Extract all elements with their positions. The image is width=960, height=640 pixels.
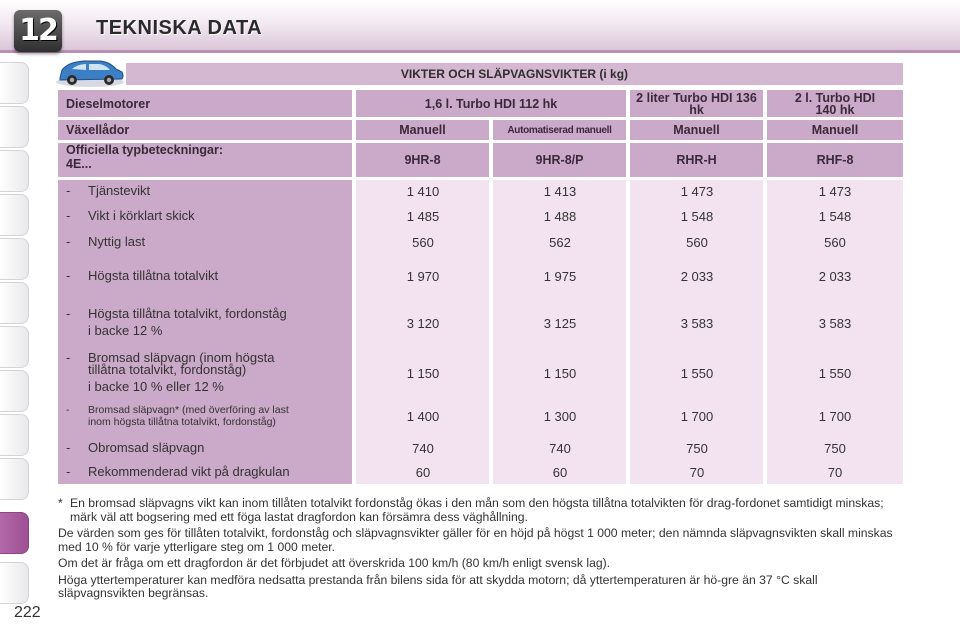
type-label-line1: Officiella typbeteckningar: [66, 143, 223, 157]
table-cell: 1 485 [406, 209, 440, 224]
row-dash: - [66, 350, 71, 365]
table-cell: 560 [824, 235, 846, 250]
table-cell: 560 [412, 235, 434, 250]
chapter-tab[interactable] [0, 282, 29, 324]
row-dash: - [66, 464, 71, 479]
table-cell: 1 548 [818, 209, 852, 224]
gearbox-label: Växellådor [58, 120, 352, 140]
table-cell: 1 548 [680, 209, 714, 224]
page-title: TEKNISKA DATA [96, 17, 263, 39]
table-cell: 3 583 [818, 316, 852, 331]
row-dash: - [66, 208, 71, 223]
row-label-text: Obromsad släpvagn [88, 440, 205, 455]
gearbox-c2: Automatiserad manuell [493, 120, 626, 140]
table-cell: 1 488 [543, 209, 577, 224]
table-cell: 1 473 [680, 184, 714, 199]
table-cell: 70 [827, 465, 843, 480]
engine-col2: 2 liter Turbo HDI 136 hk [630, 90, 763, 117]
type-c1: 9HR-8 [356, 143, 489, 177]
table-cell: 2 033 [680, 269, 714, 284]
row-label-text: Nyttig last [88, 234, 146, 249]
table-cell: 1 970 [406, 269, 440, 284]
chapter-tab[interactable] [0, 326, 29, 368]
row-dash: - [66, 440, 71, 455]
engine-col3: 2 l. Turbo HDI 140 hk [767, 90, 903, 117]
table-cell: 70 [689, 465, 705, 480]
chapter-tab[interactable] [0, 458, 29, 500]
engine-label: Dieselmotorer [58, 90, 352, 117]
chapter-tab[interactable] [0, 150, 29, 192]
chapter-tab-active[interactable] [0, 512, 29, 554]
car-icon [54, 56, 126, 88]
type-c2: 9HR-8/P [493, 143, 626, 177]
table-cell: 1 975 [543, 269, 577, 284]
header-divider [0, 50, 960, 53]
page-number: 222 [14, 604, 41, 621]
table-cell: 1 150 [406, 366, 440, 381]
row-dash: - [66, 183, 71, 198]
note-paragraph: Höga yttertemperaturer kan medföra nedsatta prestanda från bilens sida för att skydda motorn; då yttertemperaturen är hö-gre än 37 °C skall släpvagnsvikten begränsas. [58, 572, 818, 600]
table-cell: 562 [549, 235, 571, 250]
row-label-text: tillåtna totalvikt, fordonståg) [88, 362, 247, 377]
row-dash: - [66, 268, 71, 283]
table-cell: 1 400 [406, 409, 440, 424]
type-c3: RHR-H [630, 143, 763, 177]
chapter-tab[interactable] [0, 194, 29, 236]
table-cell: 60 [552, 465, 568, 480]
chapter-tab[interactable] [0, 238, 29, 280]
table-cell: 1 413 [543, 184, 577, 199]
value-column [356, 180, 489, 484]
table-title: VIKTER OCH SLÄPVAGNSVIKTER (i kg) [126, 63, 903, 85]
chapter-tab[interactable] [0, 562, 29, 604]
row-label-text: Tjänstevikt [88, 183, 151, 198]
gearbox-c1: Manuell [356, 120, 489, 140]
footnote-star: * [58, 496, 63, 510]
footnote-text: En bromsad släpvagns vikt kan inom tillåten totalvikt fordonståg ökas i den mån som den högsta tillåtna totalvikten för drag-fordonet samtidigt minskas; märk väl att bogsering med ett föga lastat dragfordon kan försämra dess väghållning. [70, 496, 884, 524]
table-cell: 1 300 [543, 409, 577, 424]
value-column [493, 180, 626, 484]
type-label-line2: 4E... [66, 157, 92, 171]
row-label-text: Rekommenderad vikt på dragkulan [88, 464, 290, 479]
engine-col1: 1,6 l. Turbo HDI 112 hk [356, 90, 626, 117]
table-cell: 1 700 [680, 409, 714, 424]
row-label-text: Bromsad släpvagn (inom högsta [88, 350, 275, 365]
gearbox-c4: Manuell [767, 120, 903, 140]
row-label-text: i backe 12 % [88, 323, 163, 338]
chapter-tab[interactable] [0, 62, 29, 104]
table-cell: 60 [415, 465, 431, 480]
row-label-text: Bromsad släpvagn* (med överföring av last [88, 404, 289, 416]
row-label-text: inom högsta tillåtna totalvikt, fordonståg) [88, 416, 276, 428]
table-cell: 1 550 [680, 366, 714, 381]
table-cell: 740 [549, 441, 571, 456]
row-label-text: Högsta tillåtna totalvikt [88, 268, 219, 283]
footnote [58, 497, 906, 524]
table-cell: 1 473 [818, 184, 852, 199]
row-label-text: Vikt i körklart skick [88, 208, 195, 223]
row-dash: - [66, 234, 71, 249]
table-cell: 3 125 [543, 316, 577, 331]
table-cell: 1 700 [818, 409, 852, 424]
table-cell: 750 [686, 441, 708, 456]
chapter-tab[interactable] [0, 414, 29, 456]
table-cell: 1 550 [818, 366, 852, 381]
row-dash: - [66, 306, 71, 321]
chapter-tab[interactable] [0, 370, 29, 412]
table-cell: 2 033 [818, 269, 852, 284]
table-cell: 750 [824, 441, 846, 456]
row-label-text: i backe 10 % eller 12 % [88, 379, 224, 394]
table-cell: 560 [686, 235, 708, 250]
chapter-tabs [0, 62, 30, 622]
note-paragraph: Om det är fråga om ett dragfordon är det förbjudet att överskrida 100 km/h (80 km/h enligt svensk lag). [58, 556, 611, 570]
table-cell: 3 120 [406, 316, 440, 331]
footnotes [58, 497, 906, 604]
row-label-text: Högsta tillåtna totalvikt, fordonståg [88, 306, 287, 321]
note-paragraph: De värden som ges för tillåten totalvikt, fordonståg och släpvagnsvikter gäller för en höjd på högst 1 000 meter; den nämnda släpvagnsvikten skall minskas med 10 % för varje ytterligare steg om 1 000 meter. [58, 526, 893, 554]
type-label [58, 143, 352, 177]
type-c4: RHF-8 [767, 143, 903, 177]
row-dash: - [66, 404, 70, 416]
value-column [767, 180, 903, 484]
table-cell: 1 410 [406, 184, 440, 199]
gearbox-c3: Manuell [630, 120, 763, 140]
value-column [630, 180, 763, 484]
chapter-number: 12 [19, 13, 57, 48]
table-cell: 1 150 [543, 366, 577, 381]
chapter-tab[interactable] [0, 106, 29, 148]
table-cell: 3 583 [680, 316, 714, 331]
table-cell: 740 [412, 441, 434, 456]
